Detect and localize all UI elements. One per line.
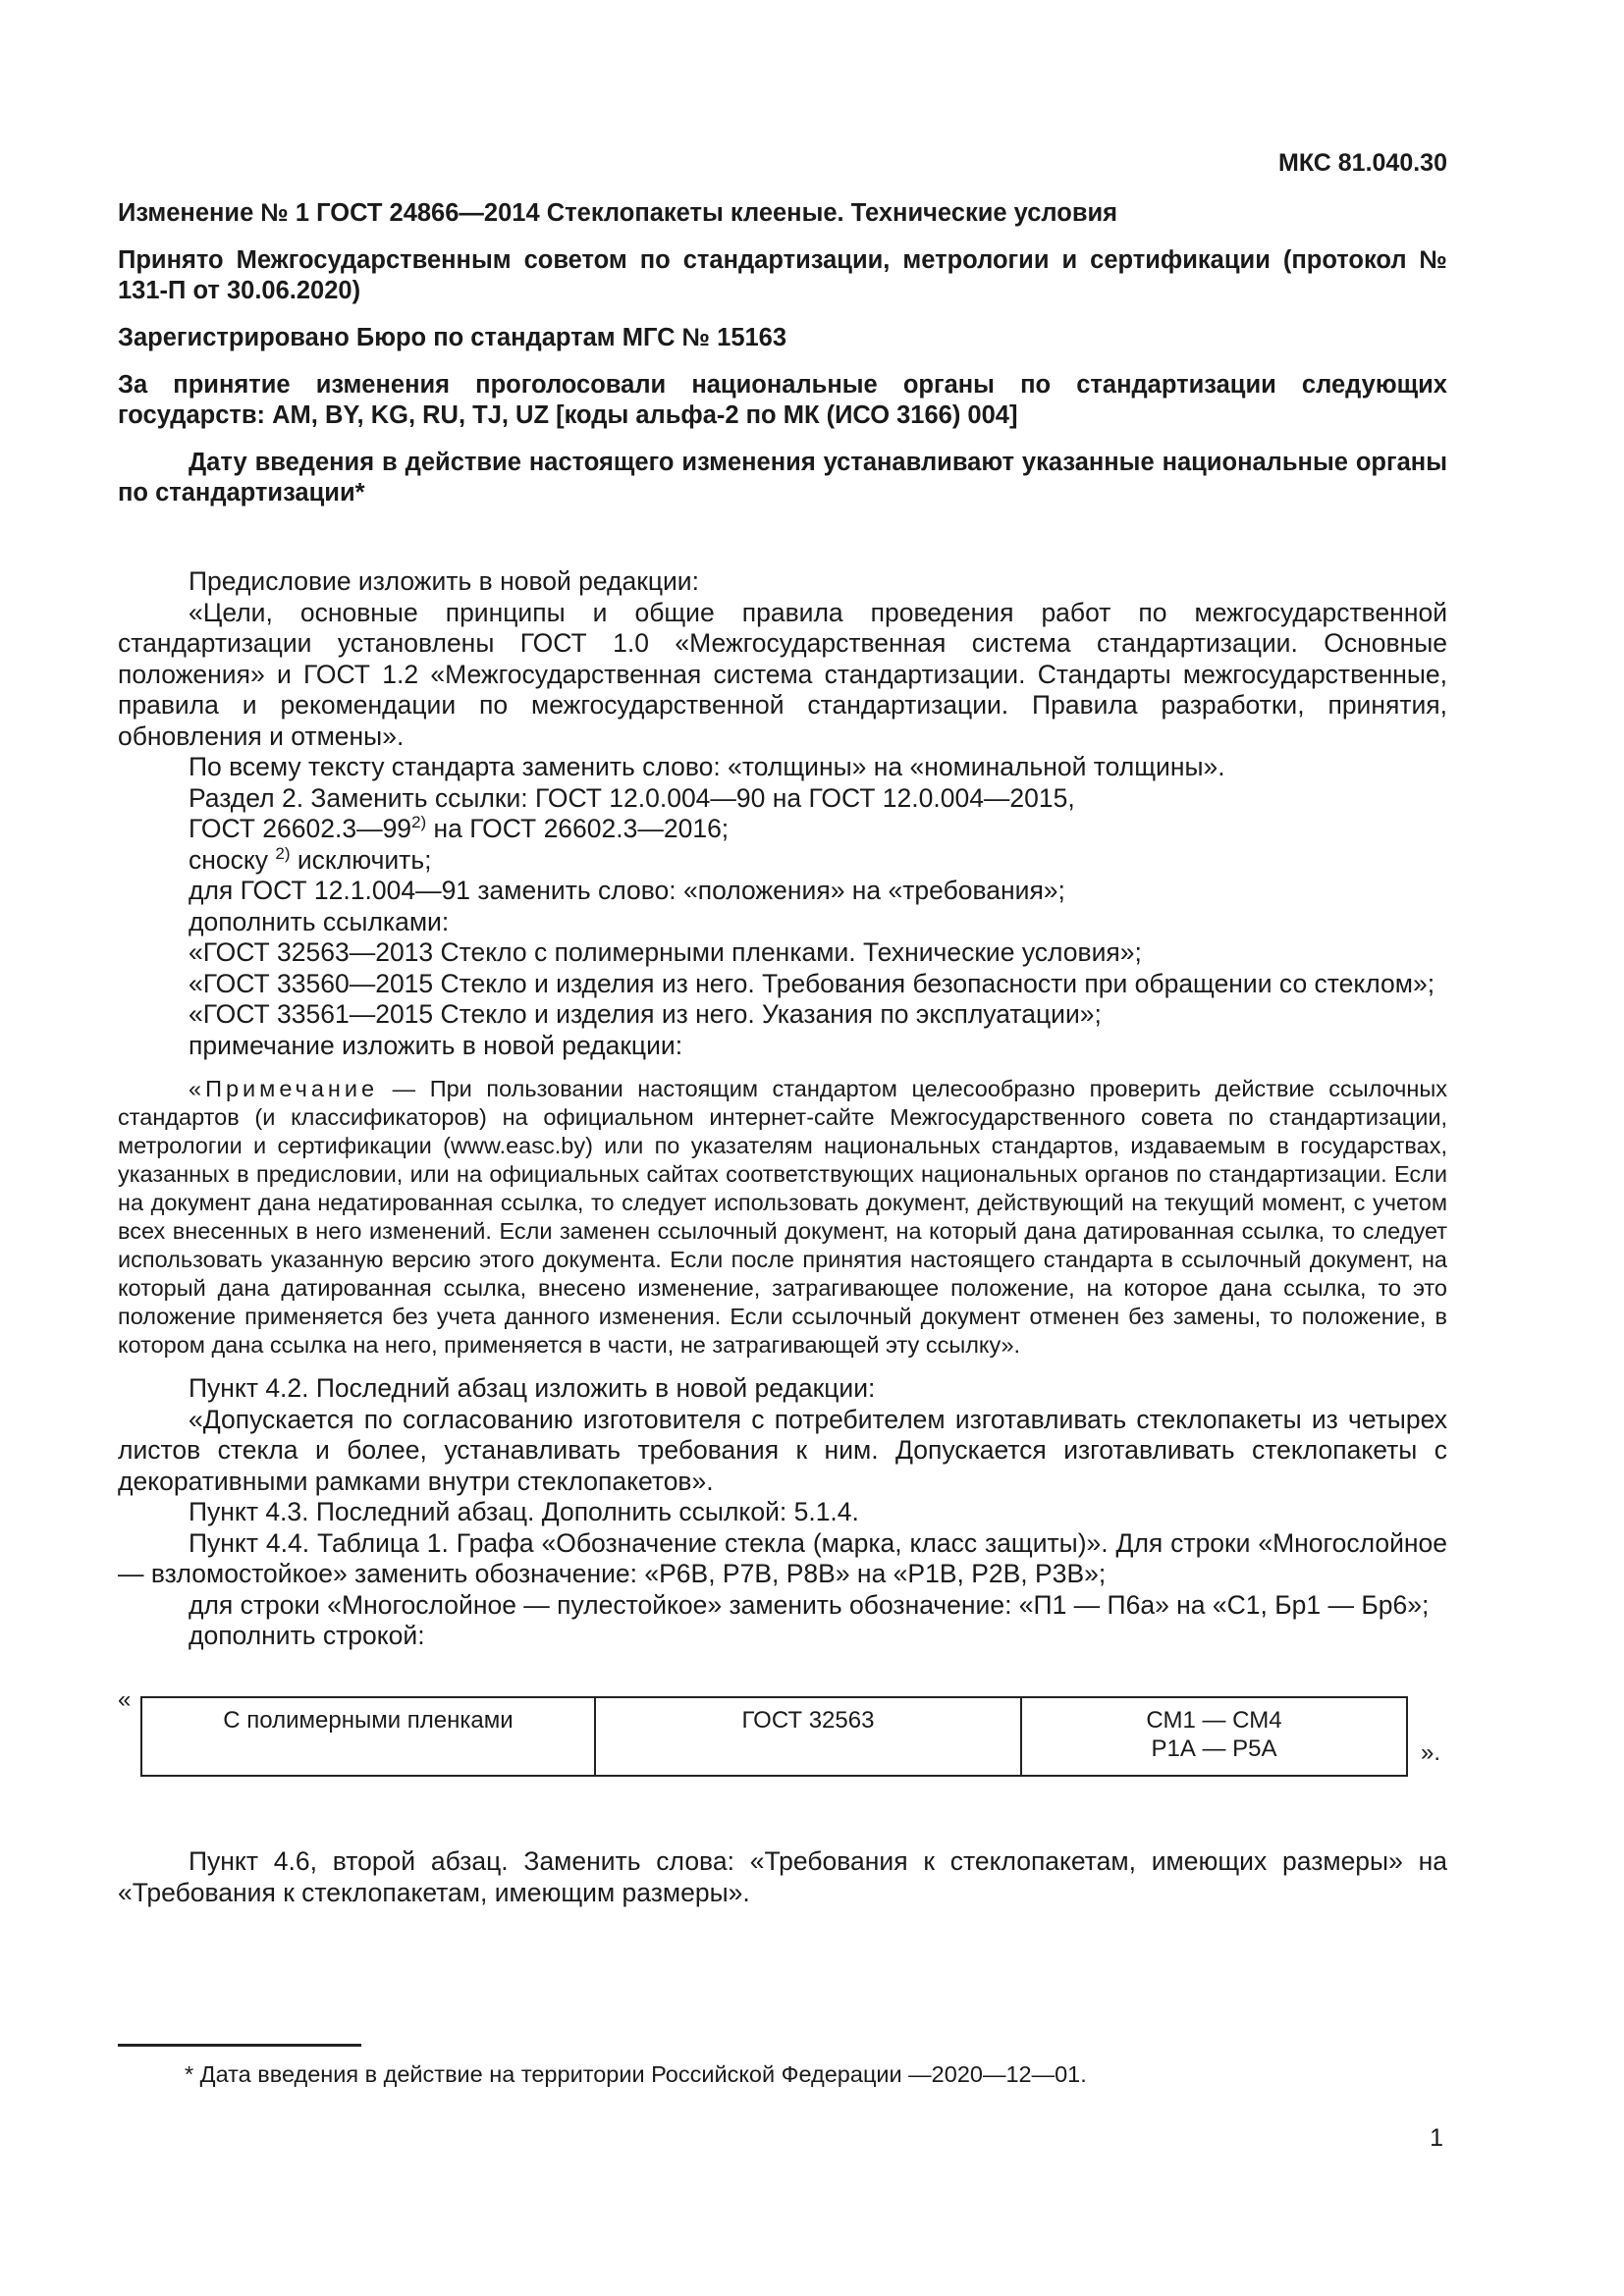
paragraph (118, 845, 1447, 877)
paragraph: примечание изложить в новой редакции: (189, 1030, 683, 1060)
note-text: — При пользовании настоящим стандартом целесообразно проверить действие ссылочных стандартов (и классификаторов) на официальном интернет-сайте Межгосударственного совета по стандартизации, метрологии и сертификации (www.easc.by) или по указателям национальных стандартов, издаваемым в государствах, указанных в предисловии, или на официальных сайтах соответствующих национальных органов по стандартизации. Если на документ дана недатированная ссылка, то следует использовать документ, действующий на текущий момент, с учетом всех внесенных в него изменений. Если заменен ссылочный документ, на который дана датированная ссылка, то следует использовать указанную версию этого документа. Если после принятия настоящего стандарта в ссылочный документ, на который дана датированная ссылка, внесено изменение, затрагивающее положение, на которое дана ссылка, то это положение применяется без учета данного изменения. Если ссылочный документ отменен без замены, то положение, в котором дана ссылка на него, применяется в части, не затрагивающей эту ссылку». (118, 1076, 1447, 1358)
paragraph: для ГОСТ 12.1.004—91 заменить слово: «положения» на «требования»; (189, 876, 1065, 905)
paragraph: «ГОСТ 32563—2013 Стекло с полимерными пленками. Технические условия»; (189, 937, 1142, 967)
adopted-statement: Принято Межгосударственным советом по стандартизации, метрологии и сертификации (протокол № 131-П от 30.06.2020) (118, 246, 1447, 304)
text: сноску (189, 844, 276, 875)
amendment-title: Изменение № 1 ГОСТ 24866—2014 Стеклопакеты клееные. Технические условия (118, 199, 1118, 227)
amendment-body (118, 566, 1447, 1652)
paragraph: «ГОСТ 33560—2015 Стекло и изделия из него. Требования безопасности при обращении со стеклом»; (189, 968, 1435, 998)
table-row (141, 1697, 1407, 1776)
table-cell-designation (1021, 1697, 1407, 1776)
text: исключить; (290, 844, 432, 875)
title-block (118, 198, 1447, 508)
text: ГОСТ 26602.3—99 (189, 814, 412, 843)
paragraph: Пункт 4.3. Последний абзац. Дополнить ссылкой: 5.1.4. (189, 1497, 859, 1526)
table-open-quote: « (118, 1686, 132, 1713)
paragraph: Предисловие изложить в новой редакции: (189, 566, 699, 596)
designation-line: Р1А — Р5А (1151, 1735, 1277, 1762)
date-notice: Дату введения в действие настоящего изменения устанавливают указанные национальные органы по стандартизации* (118, 449, 1447, 507)
paragraph: По всему тексту стандарта заменить слово: «толщины» на «номинальной толщины». (189, 752, 1225, 781)
table-cell-glass-type: С полимерными пленками (141, 1697, 595, 1776)
note (118, 1075, 1447, 1360)
paragraph: дополнить ссылками: (189, 906, 450, 936)
voting-statement: За принятие изменения проголосовали национальные органы по стандартизации следующих государств: AM, BY, KG, RU, TJ, UZ [коды альфа-2 по МК (ИСО 3166) 004] (118, 371, 1447, 429)
paragraph: Раздел 2. Заменить ссылки: ГОСТ 12.0.004—90 на ГОСТ 12.0.004—2015, (189, 782, 1075, 813)
paragraph: для строки «Многослойное — пулестойкое» заменить обозначение: «П1 — П6а» на «С1, Бр1 — Бр6»; (189, 1589, 1430, 1620)
paragraph: «Допускается по согласованию изготовителя с потребителем изготавливать стеклопакеты из четырех листов стекла и более, устанавливать требования к ним. Допускается изготавливать стеклопакеты с декоративными рамками внутри стеклопакетов». (118, 1404, 1447, 1496)
table-cell-standard: ГОСТ 32563 (595, 1697, 1021, 1776)
paragraph: Пункт 4.2. Последний абзац изложить в новой редакции: (189, 1373, 876, 1403)
added-table-row (140, 1696, 1408, 1777)
note-lead: «Примечание (189, 1076, 379, 1101)
footnote-divider (118, 2044, 361, 2047)
footnote-ref: 2) (411, 813, 427, 832)
page-number: 1 (1430, 2124, 1443, 2152)
paragraph: «Цели, основные принципы и общие правила проведения работ по межгосударственной стандартизации установлены ГОСТ 1.0 «Межгосударственная система стандартизации. Основные положения» и ГОСТ 1.2 «Межгосударственная система стандартизации. Стандарты межгосударственные, правила и рекомендации по межгосударственной стандартизации. Правила разработки, принятия, обновления и отмены». (118, 597, 1447, 751)
paragraph: дополнить строкой: (189, 1621, 425, 1650)
classification-code: МКС 81.040.30 (1278, 149, 1447, 177)
paragraph (118, 814, 1447, 845)
footnote-ref: 2) (275, 843, 291, 863)
paragraph: «ГОСТ 33561—2015 Стекло и изделия из него. Указания по эксплуатации»; (189, 999, 1102, 1029)
designation-line: СМ1 — СМ4 (1146, 1707, 1282, 1734)
paragraph: Пункт 4.6, второй абзац. Заменить слова: «Требования к стеклопакетам, имеющих размеры» на «Требования к стеклопакетам, имеющим размеры». (118, 1846, 1447, 1907)
paragraph: Пункт 4.4. Таблица 1. Графа «Обозначение стекла (марка, класс защиты)». Для строки «Многослойное — взломостойкое» заменить обозначение: «Р6В, Р7В, Р8В» на «Р1В, Р2В, Р3В»; (118, 1527, 1447, 1588)
table-close-quote: ». (1421, 1739, 1441, 1766)
footnote: * Дата введения в действие на территории Российской Федерации —2020—12—01. (185, 2061, 1087, 2087)
text: на ГОСТ 26602.3—2016; (426, 814, 730, 843)
registration-statement: Зарегистрировано Бюро по стандартам МГС № 15163 (118, 324, 787, 351)
